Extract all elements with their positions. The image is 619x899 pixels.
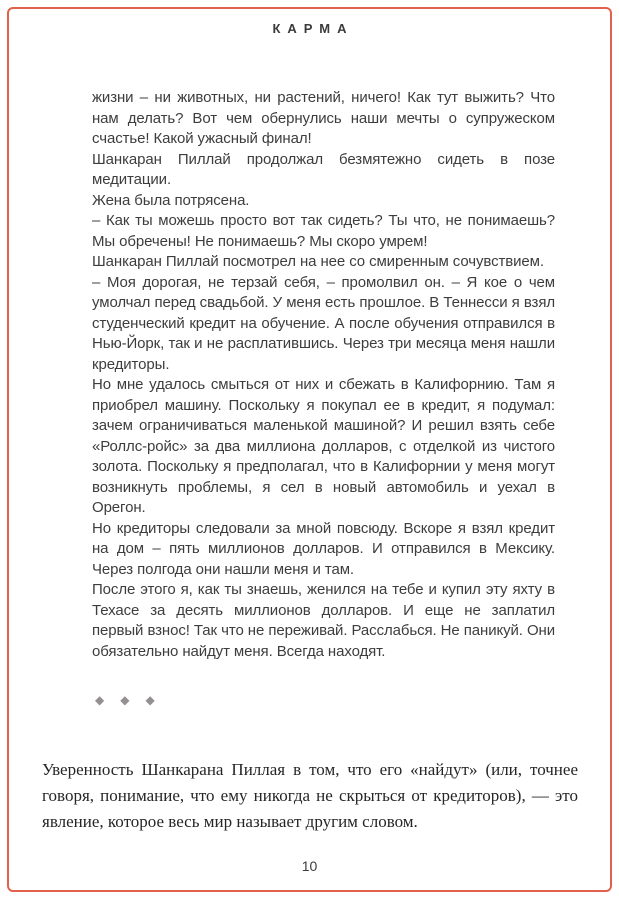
story-paragraph: Но кредиторы следовали за мной повсюду. Вскоре я взял кредит на дом – пять миллионов долларов. И отправился в Мексику. Через полгода они нашли меня и там. [92,519,555,578]
story-paragraph: После этого я, как ты знаешь, женился на тебе и купил эту яхту в Техасе за десять миллионов долларов. И еще не заплатил первый взнос! Так что не переживай. Расслабься. Не паникуй. Они обязательно найдут меня. Всегда находят. [92,581,555,660]
page-number: 10 [301,858,318,874]
commentary-paragraph: Уверенность Шанкарана Пиллая в том, что его «найдут» (или, точнее говоря, понимание, что ему никогда не скрыться от кредиторов), — это явление, которое весь мир называет другим словом. [42,760,578,831]
story-paragraph: Но мне удалось смыться от них и сбежать в Калифорнию. Там я приобрел машину. Поскольку я покупал ее в кредит, я подумал: зачем ограничиваться маленькой машиной? И решил взять себе «Роллс-ройс» за два миллиона долларов, с отделкой из чистого золота. Поскольку я предполагал, что в Калифорнии у меня могут возникнуть проблемы, я сел в новый автомобиль и уехал в Орегон. [92,376,555,516]
story-paragraph: Шанкаран Пиллай продолжал безмятежно сидеть в позе медитации. [92,150,555,188]
diamond-icon: ◆ [120,693,130,707]
story-text-block [92,88,555,662]
story-paragraph: Шанкаран Пиллай посмотрел на нее со смиренным сочувствием. [92,253,544,270]
diamond-icon: ◆ [145,693,155,707]
diamond-icon: ◆ [95,693,105,707]
running-head-title: КАРМА [272,21,354,36]
story-paragraph: – Моя дорогая, не терзай себя, – промолвил он. – Я кое о чем умолчал перед свадьбой. У меня есть прошлое. В Теннесси я взял студенческий кредит на обучение. А после обучения отправился в Нью-Йорк, так и не расплатившись. Через три месяца меня нашли кредиторы. [92,273,555,373]
section-separator [95,694,155,706]
story-paragraph: – Как ты можешь просто вот так сидеть? Ты что, не понимаешь? Мы обречены! Не понимаешь? Мы скоро умрем! [92,212,555,250]
story-paragraph: Жена была потрясена. [92,191,250,209]
story-paragraph: жизни – ни животных, ни растений, ничего! Как тут выжить? Что нам делать? Вот чем обернулись наши мечты о супружеском счастье! Какой ужасный финал! [92,89,555,147]
